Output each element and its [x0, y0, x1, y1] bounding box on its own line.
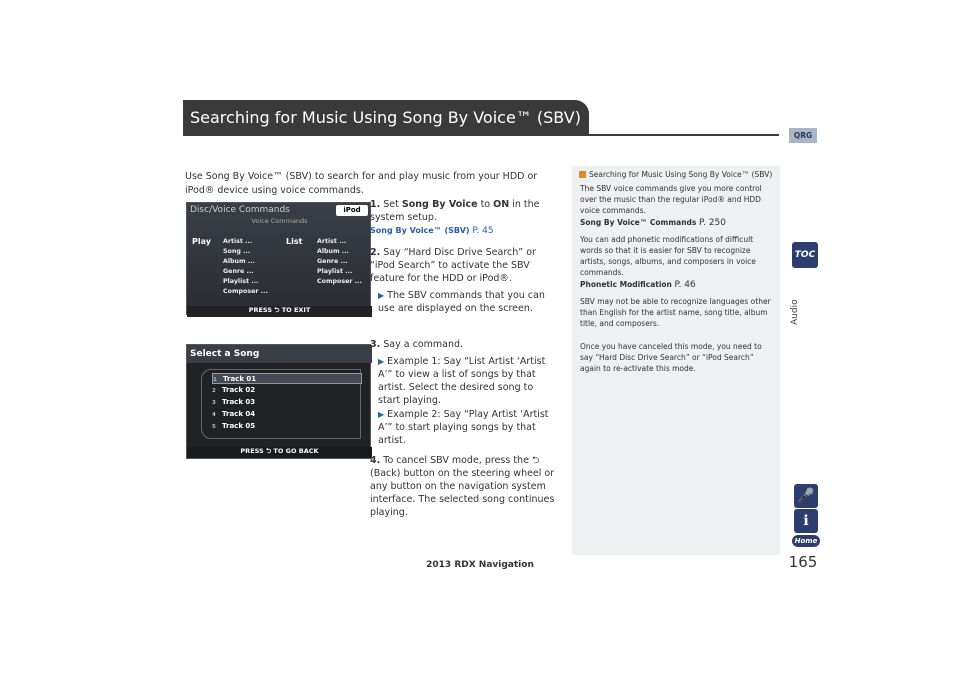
step-text: To cancel SBV mode, press the ⮌ (Back) button on the steering wheel or any button on the navigation system interface. The selected song continues playing.	[370, 455, 555, 518]
section-label: Audio	[790, 299, 800, 325]
track-row[interactable]	[212, 373, 362, 384]
select-song-screen	[186, 344, 371, 459]
back-hint: PRESS ⮌ TO GO BACK	[187, 447, 372, 458]
track-row[interactable]	[212, 397, 362, 408]
track-title: Track 04	[222, 410, 256, 418]
step-1	[370, 198, 555, 238]
note-marker-icon	[579, 171, 586, 178]
track-number: 3	[212, 400, 216, 406]
play-item: Genre ...	[223, 268, 254, 275]
note-title	[579, 170, 779, 179]
example-text: Example 2: Say “Play Artist ‘Artist A’” to start playing songs by that artist.	[378, 409, 549, 446]
step-2	[370, 246, 555, 285]
list-item: Genre ...	[317, 258, 348, 265]
intro-text: Use Song By Voice™ (SBV) to search for and play music from your HDD or iPod® device using voice commands.	[185, 171, 538, 196]
ref-link[interactable]	[370, 224, 555, 238]
ref-label: Phonetic Modification	[580, 280, 672, 289]
voice-commands-screen	[186, 202, 371, 315]
example-1	[378, 355, 553, 407]
example-text: Example 1: Say “List Artist ‘Artist A’” to view a list of songs by that artist. Select the desired song to start playing.	[378, 356, 546, 406]
screen-subtitle: Voice Commands	[251, 217, 308, 225]
example-2	[378, 408, 553, 447]
step-number: 4.	[370, 455, 381, 466]
track-row[interactable]	[212, 385, 362, 396]
step-4	[370, 454, 555, 519]
ref-label: Song By Voice™ (SBV)	[370, 226, 470, 235]
note-title-text: Searching for Music Using Song By Voice™ (SBV)	[589, 170, 773, 179]
page-number: 165	[788, 553, 818, 571]
note-paragraph: SBV may not be able to recognize languages other than English for the artist name, song title, album title, and composers.	[580, 297, 771, 328]
page-title: Searching for Music Using Song By Voice™ (SBV)	[183, 100, 589, 136]
play-item: Composer ...	[223, 288, 268, 295]
step-text: Say “Hard Disc Drive Search” or “iPod Search” to activate the SBV feature for the HDD or iPod®.	[370, 247, 536, 284]
play-item: Playlist ...	[223, 278, 259, 285]
footer-title: 2013 RDX Navigation	[426, 560, 534, 570]
step-text: Set	[383, 199, 402, 210]
arrow-icon: ▶	[378, 357, 385, 366]
track-title: Track 02	[222, 386, 256, 394]
info-icon[interactable]: ℹ	[794, 509, 818, 533]
list-item: Composer ...	[317, 278, 362, 285]
note-paragraph: You can add phonetic modifications of difficult words so that it is easier for SBV to recognize artists, songs, albums, and composers in voice commands.	[580, 235, 756, 277]
voice-icon[interactable]: 🎤	[794, 484, 818, 508]
list-item: Album ...	[317, 248, 349, 255]
note-panel	[572, 166, 780, 555]
step-number: 1.	[370, 199, 381, 210]
play-item: Album ...	[223, 258, 255, 265]
ipod-badge: iPod	[336, 205, 368, 216]
list-item: Artist ...	[317, 238, 347, 245]
title-rule	[183, 134, 779, 136]
result-text: The SBV commands that you can use are displayed on the screen.	[378, 290, 545, 314]
track-list	[201, 369, 361, 439]
list-heading: List	[286, 237, 303, 246]
step-number: 2.	[370, 247, 381, 258]
step-text: in the system setup.	[370, 199, 540, 223]
track-number: 4	[212, 412, 216, 418]
exit-hint: PRESS ⮌ TO EXIT	[187, 306, 372, 317]
track-title: Track 01	[223, 375, 257, 383]
step-2-result	[378, 289, 553, 315]
play-heading: Play	[192, 237, 211, 246]
toc-button[interactable]: TOC	[792, 242, 818, 268]
step-3	[370, 338, 555, 351]
play-item: Artist ...	[223, 238, 253, 245]
track-number: 5	[212, 424, 216, 430]
note-ref-link[interactable]	[580, 279, 776, 291]
step-text: Say a command.	[383, 339, 464, 350]
arrow-icon: ▶	[378, 291, 385, 300]
ref-page: P. 46	[674, 280, 696, 290]
track-title: Track 05	[222, 422, 256, 430]
track-row[interactable]	[212, 409, 362, 420]
ref-page: P. 45	[472, 226, 494, 236]
list-item: Playlist ...	[317, 268, 353, 275]
track-title: Track 03	[222, 398, 256, 406]
qrg-tab[interactable]: QRG	[789, 128, 817, 143]
step-value: ON	[493, 199, 510, 210]
note-ref-link[interactable]	[580, 217, 776, 229]
step-number: 3.	[370, 339, 381, 350]
home-button[interactable]: Home	[792, 535, 820, 547]
note-paragraph: Once you have canceled this mode, you need to say “Hard Disc Drive Search” or “iPod Search” again to re-activate this mode.	[580, 342, 762, 373]
play-item: Song ...	[223, 248, 251, 255]
track-row[interactable]	[212, 421, 362, 432]
step-setting: Song By Voice	[401, 199, 478, 210]
note-paragraph: The SBV voice commands give you more control over the music than the regular iPod® and HDD voice commands.	[580, 184, 762, 215]
track-number: 2	[212, 388, 216, 394]
arrow-icon: ▶	[378, 410, 385, 419]
screen-title: Select a Song	[187, 345, 372, 363]
ref-label: Song By Voice™ Commands	[580, 218, 697, 227]
screen-title: Disc/Voice Commands	[190, 205, 290, 215]
ref-page: P. 250	[699, 218, 726, 228]
step-text: to	[477, 199, 494, 210]
track-number: 1	[213, 377, 217, 383]
